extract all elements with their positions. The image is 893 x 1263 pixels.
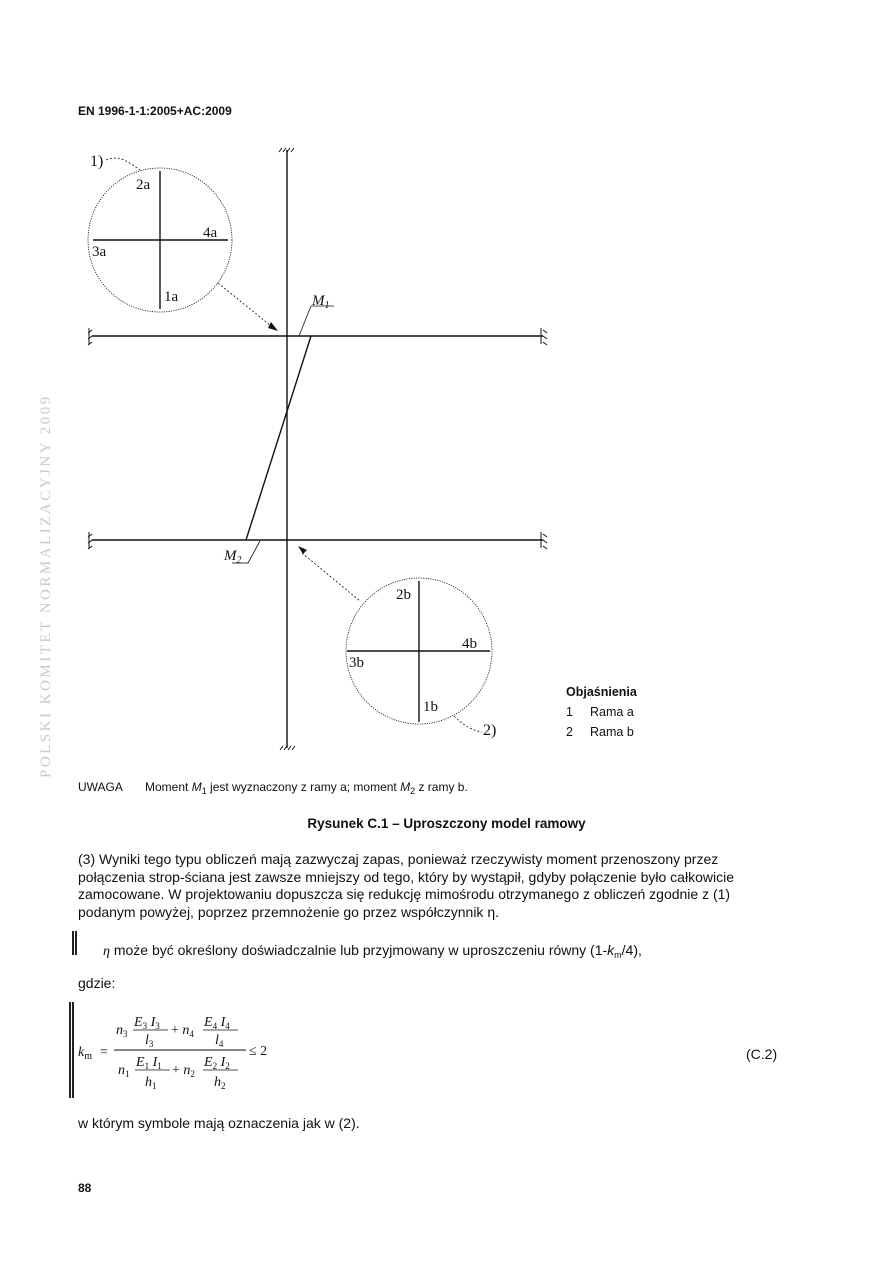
change-bar xyxy=(72,1002,74,1098)
label-1b: 1b xyxy=(423,699,438,715)
legend-item-1 xyxy=(566,705,634,719)
figure-caption: Rysunek C.1 – Uproszczony model ramowy xyxy=(307,816,586,831)
svg-text:n3: $n_3$ xyxy=(116,1023,128,1039)
legend-item-number: 2 xyxy=(566,725,573,739)
equation-rhs: ≤ 2 xyxy=(249,1044,268,1059)
svg-text:E4 I4: $E_4$ $I_4$ xyxy=(204,1015,230,1031)
svg-text:E3 I3: $E_3$ $I_3$ xyxy=(134,1015,160,1031)
svg-text:l3: $l_3$ xyxy=(145,1033,154,1049)
equation-explanation: w którym symbole mają oznaczenia jak w (2). xyxy=(78,1115,360,1131)
moment-diagram-line xyxy=(246,336,311,540)
page-number: 88 xyxy=(78,1181,92,1195)
upper-left-support xyxy=(88,328,92,345)
figure-note: UWAGA Moment $M_1$ jest wyznaczony z ramy a; moment $M_2$ z ramy b. xyxy=(78,780,468,796)
svg-text:+ n4: + $n_4$ xyxy=(171,1023,194,1039)
equation-lhs: $k_m$ xyxy=(78,1045,92,1062)
legend-item-label: Rama a xyxy=(590,705,634,719)
lower-left-support xyxy=(88,532,92,549)
legend-item-label: Rama b xyxy=(590,725,634,739)
note-tag: UWAGA xyxy=(78,780,123,794)
label-4a: 4a xyxy=(203,225,218,241)
callout-1: 1) xyxy=(90,153,104,170)
svg-text:+ n2: + $n_2$ xyxy=(172,1063,195,1079)
label-3a: 3a xyxy=(92,244,107,260)
legend-item-2 xyxy=(566,725,634,739)
svg-text:E1 I1: $E_1$ $I_1$ xyxy=(136,1055,162,1071)
svg-text:h2: $h_2$ xyxy=(214,1075,226,1091)
svg-text:n1: $n_1$ xyxy=(118,1063,130,1079)
gdzie-label: gdzie: xyxy=(78,975,116,991)
body-paragraph: (3) Wyniki tego typu obliczeń mają zazwyczaj zapas, ponieważ rzeczywisty moment przenoszony przez połączenia strop-ściana jest zawsze mniejszy od tego, który by wystąpił, gdyby połączenie było całkowicie zamocowane. W projektowaniu dopuszcza się redukcję mimośrodu otrzymanego z obliczeń zgodnie z (1) podanym powyżej, poprzez przemnożenie go przez współczynnik η. xyxy=(78,851,734,920)
change-bar xyxy=(75,931,77,955)
change-bar xyxy=(69,1002,71,1098)
moment-2-label: $M_2$ xyxy=(224,548,242,566)
document-header: EN 1996-1-1:2005+AC:2009 xyxy=(78,104,232,118)
label-3b: 3b xyxy=(349,655,364,671)
legend-title: Objaśnienia xyxy=(566,685,637,699)
equation-c2 xyxy=(78,1010,278,1102)
equation-number: (C.2) xyxy=(746,1046,778,1062)
moment-1-label: $M_1$ xyxy=(312,293,330,311)
equation-equals: = xyxy=(100,1045,108,1060)
label-2a: 2a xyxy=(136,177,151,193)
svg-text:E2 I2: $E_2$ $I_2$ xyxy=(204,1055,230,1071)
watermark: POLSKI KOMITET NORMALIZACYJNY 2009 xyxy=(38,394,54,778)
svg-text:l4: $l_4$ xyxy=(215,1033,224,1049)
label-1a: 1a xyxy=(164,289,179,305)
change-bar xyxy=(72,931,74,955)
label-2b: 2b xyxy=(396,587,411,603)
eta-definition: η może być określony doświadczalnie lub przyjmowany w uproszczeniu równy $(1-k_m/4)$, xyxy=(103,942,642,960)
callout-2: 2) xyxy=(483,722,497,739)
label-4b: 4b xyxy=(462,636,477,652)
svg-text:h1: $h_1$ xyxy=(145,1075,157,1091)
legend-item-number: 1 xyxy=(566,705,573,719)
